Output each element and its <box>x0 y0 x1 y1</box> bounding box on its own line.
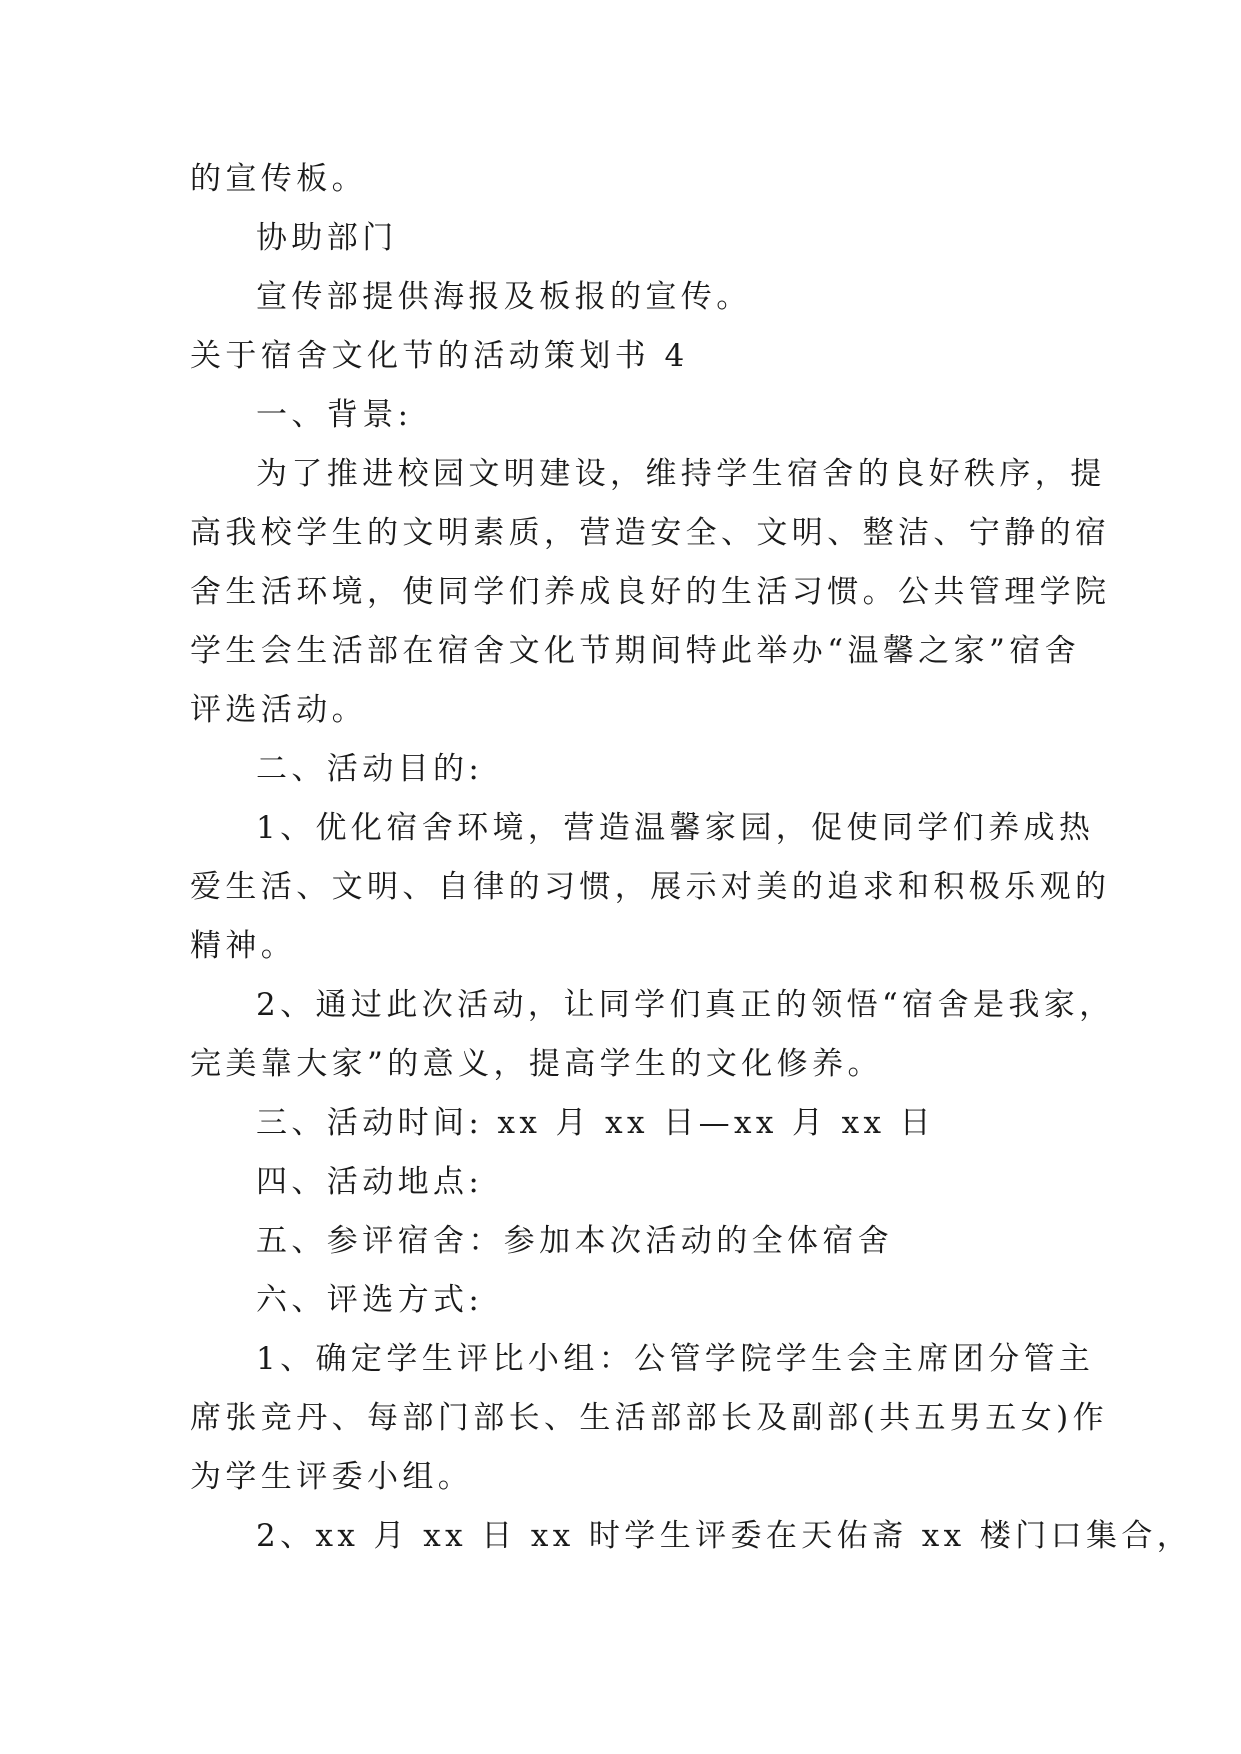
paragraph-continuation: 的宣传板。 <box>190 161 367 197</box>
paragraph-line: 为学生评委小组。 <box>190 1459 474 1495</box>
section-heading-location: 四、活动地点: <box>256 1164 484 1200</box>
section-heading-background: 一、背景: <box>256 397 413 433</box>
paragraph-line: 完美靠大家”的意义，提高学生的文化修养。 <box>190 1046 883 1082</box>
paragraph-line: 宣传部提供海报及板报的宣传。 <box>256 279 752 315</box>
paragraph-line: 为了推进校园文明建设，维持学生宿舍的良好秩序，提 <box>256 456 1106 492</box>
paragraph-line: 舍生活环境，使同学们养成良好的生活习惯。公共管理学院 <box>190 574 1111 610</box>
section-label-assisting-departments: 协助部门 <box>256 220 398 256</box>
paragraph-line: 高我校学生的文明素质，营造安全、文明、整洁、宁静的宿 <box>190 515 1111 551</box>
paragraph-line: 学生会生活部在宿舍文化节期间特此举办“温馨之家”宿舍 <box>190 633 1081 669</box>
paragraph-line: 2、通过此次活动，让同学们真正的领悟“宿舍是我家， <box>256 987 1115 1023</box>
paragraph-line: 席张竞丹、每部门部长、生活部部长及副部(共五男五女)作 <box>190 1400 1108 1436</box>
section-heading-method: 六、评选方式: <box>256 1282 484 1318</box>
paragraph-line: 1、优化宿舍环境，营造温馨家园，促使同学们养成热 <box>256 810 1095 846</box>
paragraph-line: 评选活动。 <box>190 692 367 728</box>
section-heading-time: 三、活动时间: xx 月 xx 日—xx 月 xx 日 <box>256 1105 936 1141</box>
section-heading-purpose: 二、活动目的: <box>256 751 484 787</box>
paragraph-line: 爱生活、文明、自律的习惯，展示对美的追求和积极乐观的 <box>190 869 1111 905</box>
paragraph-line: 2、xx 月 xx 日 xx 时学生评委在天佑斋 xx 楼门口集合， <box>256 1518 1193 1554</box>
document-page <box>190 150 1193 1566</box>
document-title: 关于宿舍文化节的活动策划书 4 <box>190 338 689 374</box>
section-heading-participants: 五、参评宿舍：参加本次活动的全体宿舍 <box>256 1223 894 1259</box>
paragraph-line: 1、确定学生评比小组：公管学院学生会主席团分管主 <box>256 1341 1095 1377</box>
paragraph-line: 精神。 <box>190 928 297 964</box>
